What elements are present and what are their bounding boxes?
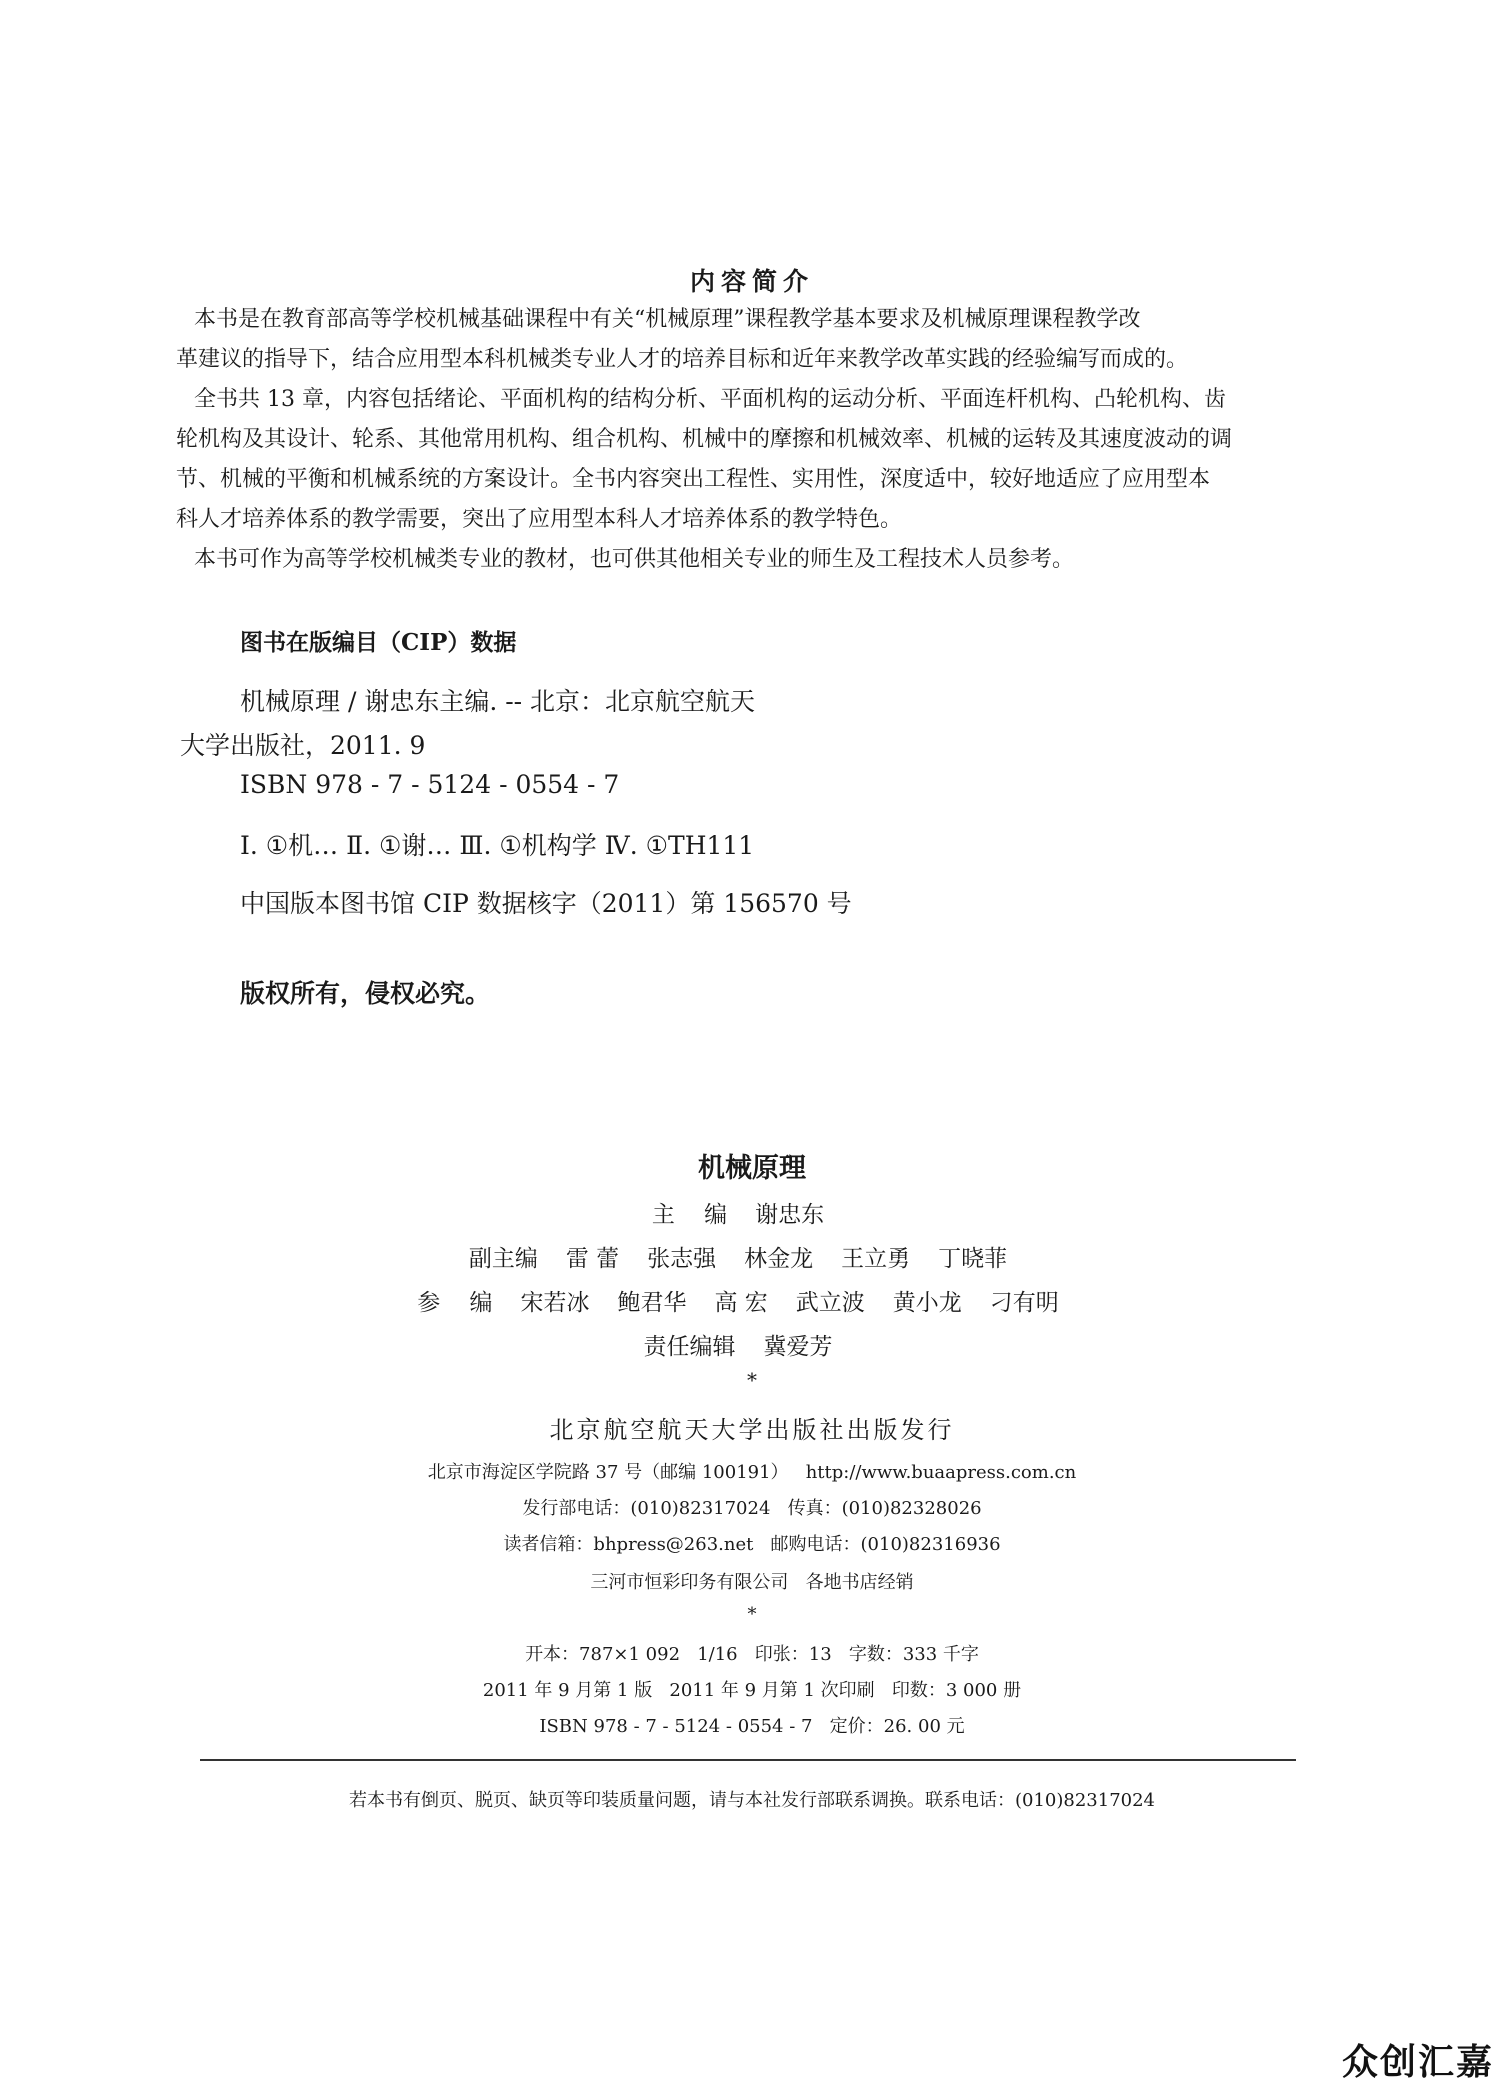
responsible-editor-role: 责任编辑 (643, 1334, 736, 1360)
separator-star: * (747, 1368, 757, 1392)
participant-name: 鲍君华 (617, 1290, 687, 1316)
deputy-name: 丁晓菲 (938, 1246, 1008, 1272)
participant-name: 武立波 (795, 1290, 865, 1316)
summary-paragraph-2 (176, 380, 1327, 540)
cip-number: 中国版本图书馆 CIP 数据核字（2011）第 156570 号 (240, 889, 852, 918)
deputy-name: 王立勇 (841, 1246, 911, 1272)
watermark-logo: 众创汇嘉 (1341, 2042, 1494, 2083)
participants-line (0, 1284, 1504, 1317)
participant-name: 高 宏 (714, 1290, 768, 1316)
publisher-address: 北京市海淀区学院路 37 号（邮编 100191） http://www.buaapress.com.cn (427, 1462, 1077, 1483)
isbn-price: ISBN 978 - 7 - 5124 - 0554 - 7 定价：26. 00 元 (539, 1716, 965, 1737)
summary-line: 革建议的指导下，结合应用型本科机械类专业人才的培养目标和近年来教学改革实践的经验编写而成的。 (176, 347, 1189, 372)
cip-line: 大学出版社，2011. 9 (180, 731, 426, 760)
participant-name: 刁有明 (989, 1290, 1059, 1316)
copyright-notice: 版权所有，侵权必究。 (240, 979, 491, 1008)
reader-contact: 读者信箱：bhpress@263.net 邮购电话：(010)82316936 (503, 1534, 1001, 1555)
summary-line: 科人才培养体系的教学需要，突出了应用型本科人才培养体系的教学特色。 (176, 507, 903, 532)
participants-role: 参 编 (417, 1290, 493, 1316)
summary-title: 内容简介 (689, 267, 814, 296)
participant-name: 黄小龙 (892, 1290, 962, 1316)
cip-line: 机械原理 / 谢忠东主编. -- 北京：北京航空航天 (240, 687, 756, 716)
printer-info: 三河市恒彩印务有限公司 各地书店经销 (590, 1572, 914, 1593)
deputy-name: 雷 蕾 (565, 1246, 620, 1272)
editor-role: 主 编 (651, 1202, 728, 1228)
book-title: 机械原理 (698, 1153, 806, 1184)
responsible-editor-name: 冀爱芳 (763, 1334, 833, 1360)
responsible-editor-line (0, 1328, 1504, 1361)
separator-star: * (747, 1604, 757, 1625)
publisher-name: 北京航空航天大学出版社出版发行 (549, 1416, 955, 1444)
deputy-name: 张志强 (647, 1246, 717, 1272)
summary-line: 本书是在教育部高等学校机械基础课程中有关“机械原理”课程教学基本要求及机械原理课程教学改 (194, 307, 1141, 332)
summary-line: 全书共 13 章，内容包括绪论、平面机构的结构分析、平面机构的运动分析、平面连杆机构、凸轮机构、齿 (194, 387, 1226, 412)
participant-name: 宋若冰 (520, 1290, 590, 1316)
footer-note: 若本书有倒页、脱页、缺页等印装质量问题，请与本社发行部联系调换。联系电话：(010)82317024 (348, 1790, 1155, 1811)
cip-title: 图书在版编目（CIP）数据 (240, 629, 517, 656)
summary-line: 节、机械的平衡和机械系统的方案设计。全书内容突出工程性、实用性，深度适中，较好地适应了应用型本 (176, 467, 1211, 492)
edition-info: 2011 年 9 月第 1 版 2011 年 9 月第 1 次印刷 印数：3 000 册 (482, 1680, 1022, 1701)
deputy-name: 林金龙 (744, 1246, 814, 1272)
editor-line (0, 1196, 1504, 1229)
summary-paragraph-3 (182, 540, 1327, 580)
publisher-phones: 发行部电话：(010)82317024 传真：(010)82328026 (522, 1498, 982, 1519)
summary-paragraph-1 (176, 300, 1327, 380)
cip-classification: Ⅰ. ①机… Ⅱ. ①谢… Ⅲ. ①机构学 Ⅳ. ①TH111 (240, 831, 755, 860)
deputy-editors-line (0, 1240, 1504, 1273)
editor-name: 谢忠东 (755, 1202, 825, 1228)
format-info: 开本：787×1 092 1/16 印张：13 字数：333 千字 (525, 1644, 979, 1665)
deputy-role: 副主编 (468, 1246, 538, 1272)
cip-isbn: ISBN 978 - 7 - 5124 - 0554 - 7 (240, 770, 620, 799)
summary-line: 轮机构及其设计、轮系、其他常用机构、组合机构、机械中的摩擦和机械效率、机械的运转及其速度波动的调 (176, 427, 1233, 452)
divider (200, 1759, 1296, 1761)
summary-line: 本书可作为高等学校机械类专业的教材，也可供其他相关专业的师生及工程技术人员参考。 (194, 547, 1075, 572)
